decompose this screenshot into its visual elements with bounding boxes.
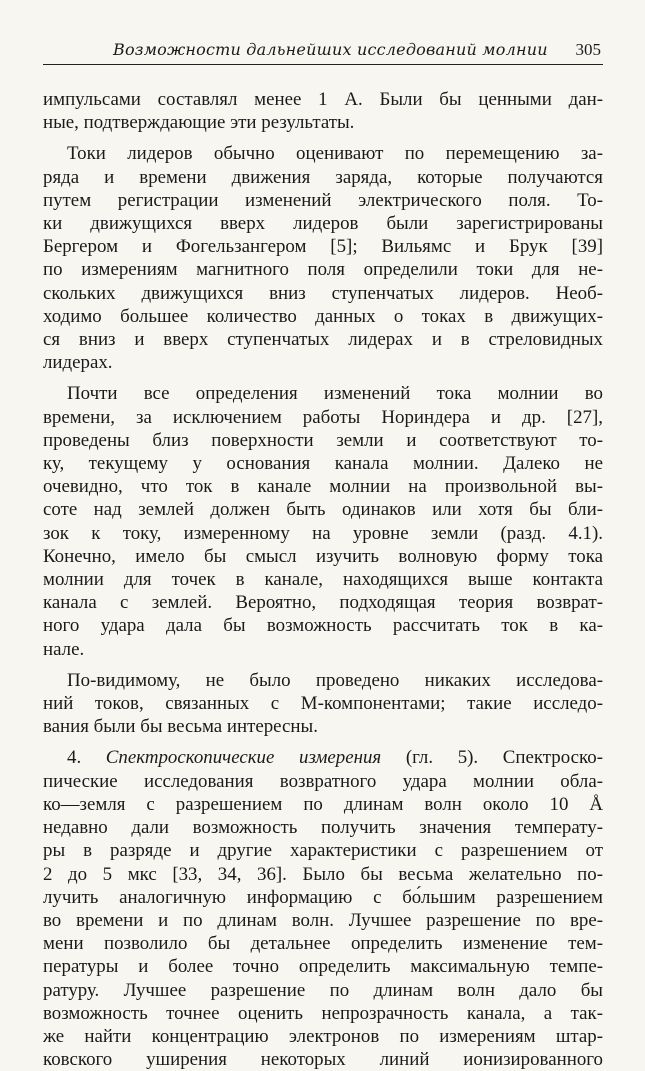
text-line: ного удара дала бы возможность рассчитать ток в ка- (43, 615, 603, 637)
text-line: путем регистрации изменений электрического поля. То- (43, 189, 603, 211)
text-line: канала с землей. Вероятно, подходящая теория возврат- (43, 592, 603, 614)
text-line: ряда и времени движения заряда, которые получаются (43, 166, 603, 188)
text-line: пические исследования возвратного удара молнии обла- (43, 770, 603, 792)
text-line: ные, подтверждающие эти результаты. (43, 112, 355, 134)
section-line-rest: (гл. 5). Спектроско- (405, 747, 603, 769)
text-line: Бергером и Фогельзангером [5]; Вильямс и Брук [39] (43, 236, 603, 258)
text-line: лидерах. (43, 352, 113, 374)
text-line: недавно дали возможность получить значения температу- (43, 817, 603, 839)
section-number: 4. (67, 747, 82, 769)
text-line: 2 до 5 мкс [33, 34, 36]. Было бы весьма желательно по- (43, 863, 603, 885)
text-line: ки движущихся вверх лидеров были зарегистрированы (43, 213, 603, 235)
text-line: пературы и более точно определить максимальную темпе- (43, 956, 603, 978)
text-line: Конечно, имело бы смысл изучить волновую форму тока (43, 545, 603, 567)
section-title: Спектроскопические измерения (105, 747, 382, 769)
text-line: ратуру. Лучшее разрешение по длинам волн дало бы (43, 979, 603, 1001)
text-line: ковского уширения некоторых линий ионизированного (43, 1049, 603, 1071)
text-line: времени, за исключением работы Нориндера и др. [27], (43, 406, 603, 428)
text-line: мени позволило бы детальнее определить изменение тем- (43, 933, 603, 955)
text-line: возможность точнее оценить непрозрачность канала, а так- (43, 1002, 603, 1024)
text-line: вания были бы весьма интересны. (43, 716, 318, 738)
body-text (43, 88, 603, 1071)
text-line: ся вниз и вверх ступенчатых лидерах и в стреловидных (43, 329, 603, 351)
text-line: лучить аналогичную информацию с бо́льшим разрешением (43, 886, 603, 908)
text-line: скольких движущихся вниз ступенчатых лидеров. Необ- (43, 282, 603, 304)
page-number: 305 (575, 40, 601, 59)
text-line: зок к току, измеренному на уровне земли (разд. 4.1). (43, 522, 603, 544)
paragraph-start-line: Почти все определения изменений тока молнии во (67, 383, 603, 405)
text-line: ры в разряде и другие характеристики с разрешением от (43, 840, 603, 862)
text-line: ку, текущему у основания канала молнии. Далеко не (43, 453, 603, 475)
paragraph-start-line: Токи лидеров обычно оценивают по перемещению за- (67, 143, 603, 165)
section-heading-line (43, 746, 603, 769)
text-line: молнии для точек в канале, находящихся выше контакта (43, 569, 603, 591)
text-line: соте над землей должен быть одинаков или хотя бы бли- (43, 499, 603, 521)
header-rule (43, 64, 603, 65)
page-header (43, 38, 603, 64)
text-line: очевидно, что ток в канале молнии на произвольной вы- (43, 476, 603, 498)
paragraph-start-line: По-видимому, не было проведено никаких исследова- (67, 669, 603, 691)
text-line: нале. (43, 638, 85, 660)
text-line: ний токов, связанных с М-компонентами; такие исследо- (43, 693, 603, 715)
text-line: проведены близ поверхности земли и соответствуют то- (43, 429, 603, 451)
text-line: ходимо большее количество данных о токах в движущих- (43, 305, 603, 327)
text-line: во времени и по длинам волн. Лучшее разрешение по вре- (43, 909, 603, 931)
text-line: же найти концентрацию электронов по измерениям штар- (43, 1025, 603, 1047)
running-title: Возможности дальнейших исследований молнии (113, 40, 548, 59)
text-line: ко—земля с разрешением по длинам волн около 10 Å (43, 793, 603, 815)
text-line: импульсами составлял менее 1 А. Были бы ценными дан- (43, 89, 603, 110)
text-line: по измерениям магнитного поля определили токи для не- (43, 259, 603, 281)
